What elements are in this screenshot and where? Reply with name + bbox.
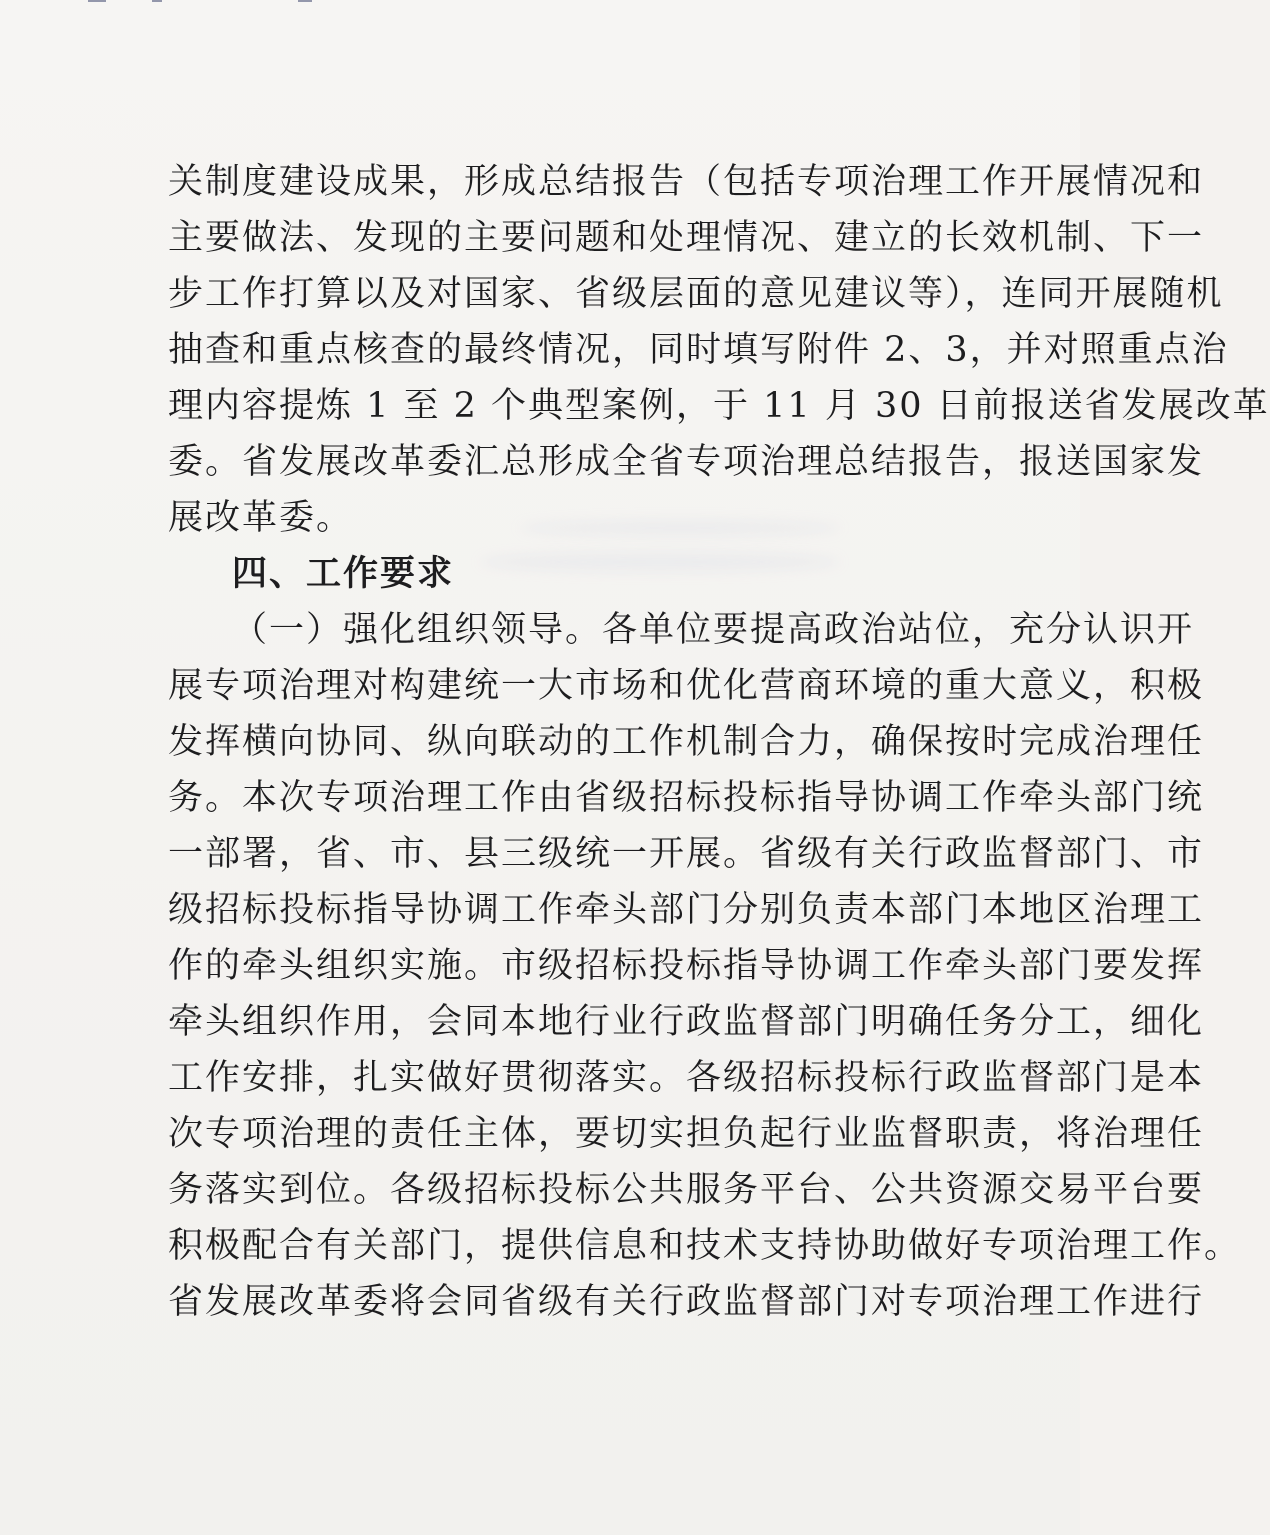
text-line-14: 级招标投标指导协调工作牵头部门分别负责本部门本地区治理工 [168,890,1205,930]
section-heading: 四、工作要求 [232,553,455,594]
text-line-5: 理内容提炼 1 至 2 个典型案例，于 11 月 30 日前报送省发展改革 [168,386,1270,426]
text-line-15: 作的牵头组织实施。市级招标投标指导协调工作牵头部门要发挥 [168,946,1205,986]
text-line-9: （一）强化组织领导。各单位要提高政治站位，充分认识开 [232,610,1195,650]
text-line-17: 工作安排，扎实做好贯彻落实。各级招标投标行政监督部门是本 [168,1058,1205,1098]
text-line-13: 一部署，省、市、县三级统一开展。省级有关行政监督部门、市 [168,834,1205,874]
text-line-10: 展专项治理对构建统一大市场和优化营商环境的重大意义，积极 [168,666,1205,706]
text-line-12: 务。本次专项治理工作由省级招标投标指导协调工作牵头部门统 [168,778,1205,818]
text-line-7: 展改革委。 [168,498,354,538]
text-line-11: 发挥横向协同、纵向联动的工作机制合力，确保按时完成治理任 [168,722,1205,762]
text-line-4: 抽查和重点核查的最终情况，同时填写附件 2、3，并对照重点治 [168,330,1229,370]
text-line-16: 牵头组织作用，会同本地行业行政监督部门明确任务分工，细化 [168,1002,1205,1042]
text-line-3: 步工作打算以及对国家、省级层面的意见建议等），连同开展随机 [168,274,1224,314]
document-body [168,154,1270,1330]
text-line-2: 主要做法、发现的主要问题和处理情况、建立的长效机制、下一 [168,218,1205,258]
text-line-6: 委。省发展改革委汇总形成全省专项治理总结报告，报送国家发 [168,442,1205,482]
text-line-21: 省发展改革委将会同省级有关行政监督部门对专项治理工作进行 [168,1282,1205,1322]
text-line-1: 关制度建设成果，形成总结报告（包括专项治理工作开展情况和 [168,162,1205,202]
text-line-20: 积极配合有关部门，提供信息和技术支持协助做好专项治理工作。 [168,1226,1242,1266]
text-line-19: 务落实到位。各级招标投标公共服务平台、公共资源交易平台要 [168,1170,1205,1210]
text-line-18: 次专项治理的责任主体，要切实担负起行业监督职责，将治理任 [168,1114,1205,1154]
scan-mark [88,0,348,4]
